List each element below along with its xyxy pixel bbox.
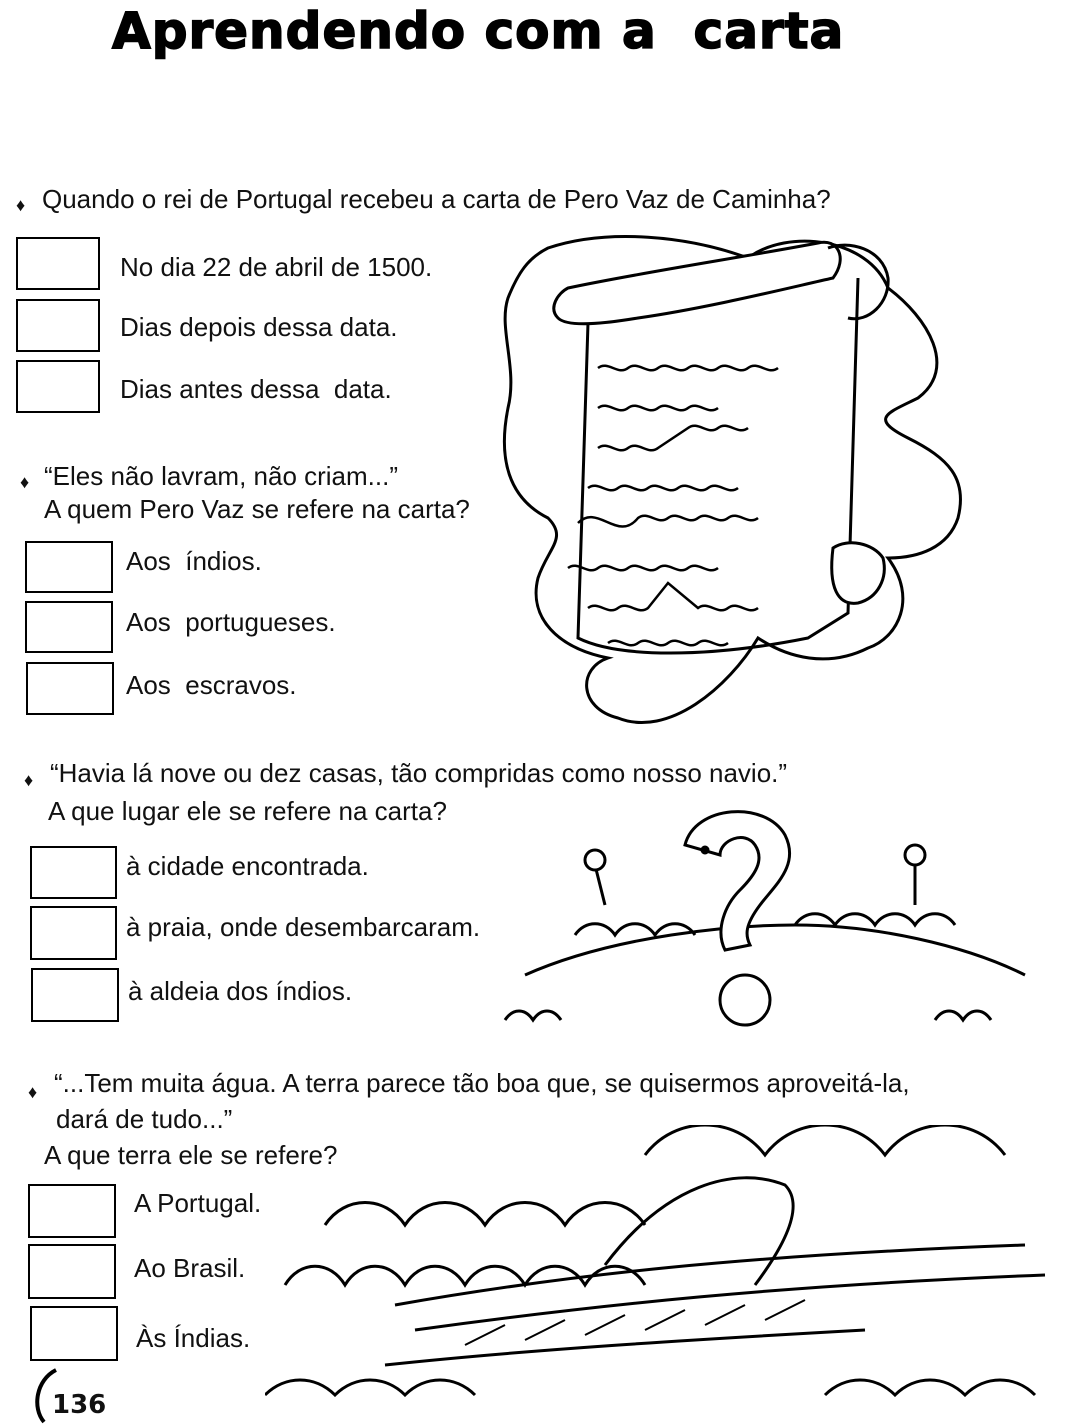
bullet-icon: ♦ (20, 472, 30, 492)
checkbox-q3-c[interactable] (31, 968, 119, 1022)
question-2-text: A quem Pero Vaz se refere na carta? (44, 494, 470, 524)
checkbox-q2-b[interactable] (25, 601, 113, 653)
question-4-quote-line-1: “...Tem muita água. A terra parece tão boa que, se quisermos aproveitá-la, (54, 1068, 910, 1098)
option-q4-c: Às Índias. (136, 1323, 251, 1353)
option-q1-c: Dias antes dessa data. (120, 374, 392, 404)
option-q1-b: Dias depois dessa data. (120, 312, 398, 342)
page-number: 136 (52, 1390, 107, 1420)
question-4-quote-line-2: dará de tudo...” (56, 1104, 233, 1134)
bullet-icon: ♦ (16, 195, 26, 215)
coastal-landscape-illustration (265, 1125, 1055, 1415)
option-q2-b: Aos portugueses. (126, 607, 336, 637)
checkbox-q4-c[interactable] (30, 1306, 118, 1361)
checkbox-q1-a[interactable] (16, 237, 100, 290)
option-q3-c: à aldeia dos índios. (128, 976, 353, 1006)
checkbox-q1-b[interactable] (16, 299, 100, 352)
checkbox-q2-a[interactable] (25, 541, 113, 593)
option-q2-a: Aos índios. (126, 546, 262, 576)
question-1-text: Quando o rei de Portugal recebeu a carta de Pero Vaz de Caminha? (42, 184, 831, 214)
bullet-icon: ♦ (28, 1082, 38, 1102)
checkbox-q1-c[interactable] (16, 360, 100, 413)
option-q2-c: Aos escravos. (126, 670, 297, 700)
question-mark-character-illustration (495, 805, 1035, 1035)
checkbox-q3-b[interactable] (30, 906, 117, 960)
option-q3-b: à praia, onde desembarcaram. (126, 912, 481, 942)
option-q4-b: Ao Brasil. (134, 1253, 246, 1283)
bullet-icon: ♦ (24, 770, 34, 790)
option-q1-a: No dia 22 de abril de 1500. (120, 252, 433, 282)
checkbox-q2-c[interactable] (26, 662, 114, 715)
question-2-quote: “Eles não lavram, não criam...” (44, 461, 399, 491)
question-4-text: A que terra ele se refere? (44, 1140, 338, 1170)
checkbox-q3-a[interactable] (30, 846, 117, 899)
option-q3-a: à cidade encontrada. (126, 851, 369, 881)
question-3-text: A que lugar ele se refere na carta? (48, 796, 447, 826)
checkbox-q4-a[interactable] (28, 1184, 116, 1238)
page-title: Aprendendo com a carta (112, 2, 845, 60)
letter-scroll-illustration (488, 218, 1028, 738)
checkbox-q4-b[interactable] (28, 1244, 116, 1299)
question-3-quote: “Havia lá nove ou dez casas, tão compridas como nosso navio.” (50, 758, 788, 788)
option-q4-a: A Portugal. (134, 1188, 262, 1218)
